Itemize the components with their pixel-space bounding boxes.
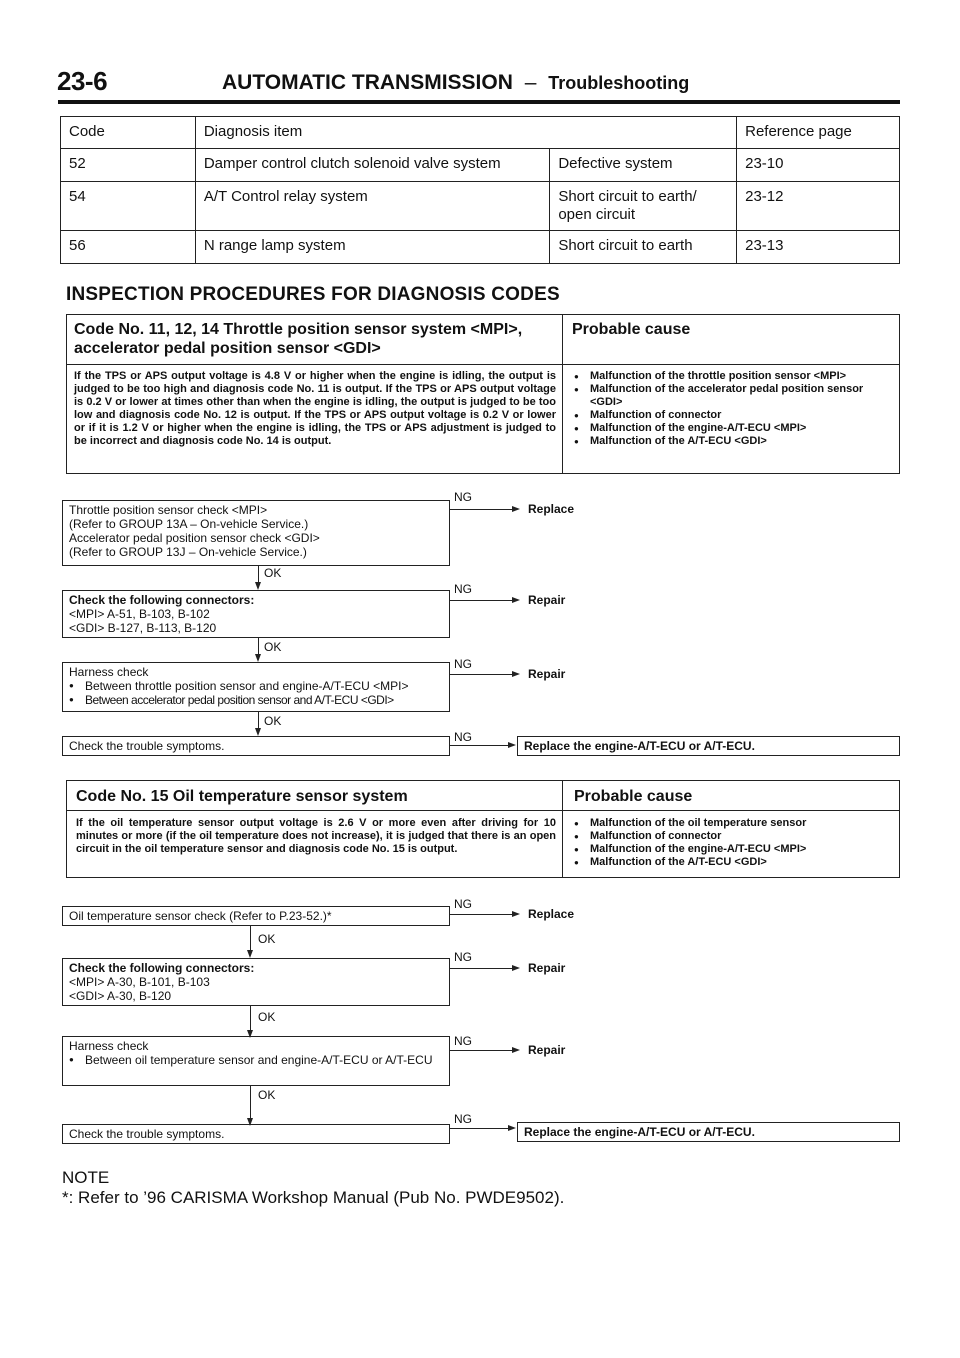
- ng-label: NG: [454, 582, 472, 596]
- probable-cause-heading: Probable cause: [572, 321, 691, 338]
- step-bullets: [69, 679, 443, 707]
- cell-item: N range lamp system: [195, 231, 549, 264]
- final-result-box: [517, 1122, 900, 1142]
- ng-label: NG: [454, 1112, 472, 1126]
- ng-arrow-line: [450, 968, 516, 969]
- page-number: 23-6: [57, 66, 108, 96]
- table-row: [61, 182, 900, 231]
- arrow-right-icon: [512, 911, 520, 917]
- cause-item: ● Malfunction of the accelerator pedal position sensor <GDI>: [574, 383, 894, 409]
- bullet-item: ● Between accelerator pedal position sensor and A/T-ECU <GDI>: [69, 693, 443, 707]
- bullet-item: ● Between throttle position sensor and engine-A/T-ECU <MPI>: [69, 679, 443, 693]
- final-result-text: Replace the engine-A/T-ECU or A/T-ECU.: [524, 739, 755, 753]
- title-dash: –: [524, 71, 537, 94]
- ng-arrow-line: [450, 509, 516, 510]
- arrow-right-icon: [512, 506, 520, 512]
- arrow-down-icon: [255, 654, 261, 662]
- arrow-right-icon: [508, 742, 516, 748]
- procedure-title: Code No. 11, 12, 14 Throttle position sensor system <MPI>, accelerator pedal position sensor <GDI>: [74, 321, 523, 357]
- ng-arrow-line: [450, 914, 516, 915]
- table-row: [61, 231, 900, 264]
- header-diagnosis-item: Diagnosis item: [195, 117, 736, 149]
- arrow-right-icon: [512, 597, 520, 603]
- header-rule: [58, 100, 900, 104]
- ng-result: Replace: [528, 907, 575, 921]
- ng-result: Repair: [528, 593, 566, 607]
- final-result-box: [517, 736, 900, 756]
- arrow-down-icon: [255, 728, 261, 736]
- final-result-text: Replace the engine-A/T-ECU or A/T-ECU.: [524, 1125, 755, 1139]
- cell-item: Damper control clutch solenoid valve system: [195, 149, 549, 182]
- ok-label: OK: [258, 1088, 276, 1102]
- cause-item: ● Malfunction of the oil temperature sensor: [574, 817, 894, 830]
- arrow-right-icon: [512, 671, 520, 677]
- step-line: Harness check: [69, 1039, 149, 1053]
- ok-label: OK: [258, 1010, 276, 1024]
- probable-cause-list: [574, 817, 894, 869]
- procedure-title: Code No. 15 Oil temperature sensor system: [76, 788, 408, 805]
- cell-detail: Short circuit to earth: [550, 231, 737, 264]
- diagnosis-code-table: [60, 116, 900, 264]
- ng-arrow-line: [450, 745, 512, 746]
- step-line: Check the trouble symptoms.: [69, 739, 225, 753]
- ng-label: NG: [454, 730, 472, 744]
- cause-item: ● Malfunction of the engine-A/T-ECU <MPI>: [574, 843, 894, 856]
- arrow-right-icon: [512, 1047, 520, 1053]
- step-heading: Check the following connectors:: [69, 961, 255, 975]
- page-title: [222, 71, 689, 95]
- ok-label: OK: [264, 640, 282, 654]
- flow-step-connector-check: [62, 958, 450, 1006]
- step-line: <GDI> B-127, B-113, B-120: [69, 621, 217, 635]
- bullet-item: ● Between oil temperature sensor and engine-A/T-ECU or A/T-ECU: [69, 1053, 443, 1067]
- procedure-divider: [562, 314, 563, 474]
- flow-step-connector-check: [62, 590, 450, 638]
- ng-result: Repair: [528, 961, 566, 975]
- procedure-header-rule: [66, 364, 900, 365]
- ng-arrow-line: [450, 600, 516, 601]
- step-line: Harness check: [69, 665, 149, 679]
- probable-cause-list: [574, 370, 894, 448]
- flow-step-check-trouble-symptoms: [62, 736, 450, 756]
- ng-arrow-line: [450, 674, 516, 675]
- cause-item: ● Malfunction of the engine-A/T-ECU <MPI>: [574, 422, 894, 435]
- table-header-row: [61, 117, 900, 149]
- procedure-description: If the oil temperature sensor output voltage is 2.6 V or more even after driving for 10 minutes or more (if the oil temperature does not increase), it is judged that there is an open circuit in the oil temperature sensor and diagnosis code No. 15 is output.: [76, 817, 556, 855]
- flow-step-oil-temp-sensor-check: [62, 906, 450, 926]
- flow-step-check-trouble-symptoms: [62, 1124, 450, 1144]
- cause-item: ● Malfunction of connector: [574, 830, 894, 843]
- table-row: [61, 149, 900, 182]
- procedure-divider: [562, 780, 563, 878]
- cause-item: ● Malfunction of the throttle position sensor <MPI>: [574, 370, 894, 383]
- arrow-right-icon: [512, 965, 520, 971]
- note-heading: NOTE: [62, 1168, 110, 1187]
- step-bullets: [69, 1053, 443, 1067]
- ng-label: NG: [454, 1034, 472, 1048]
- ng-label: NG: [454, 657, 472, 671]
- step-line: Oil temperature sensor check (Refer to P.23-52.)*: [69, 909, 332, 923]
- ng-label: NG: [454, 490, 472, 504]
- ok-connector: [250, 1006, 251, 1032]
- ok-connector: [250, 926, 251, 952]
- title-main: AUTOMATIC TRANSMISSION: [222, 71, 513, 94]
- arrow-right-icon: [508, 1125, 516, 1131]
- ng-result: Repair: [528, 667, 566, 681]
- procedure-header-rule: [66, 810, 900, 811]
- title-sub: Troubleshooting: [548, 73, 690, 93]
- step-line: (Refer to GROUP 13J – On-vehicle Service.): [69, 545, 307, 559]
- ng-label: NG: [454, 897, 472, 911]
- step-line: <MPI> A-51, B-103, B-102: [69, 607, 210, 621]
- step-line: (Refer to GROUP 13A – On-vehicle Service.): [69, 517, 309, 531]
- flow-step-harness-check: [62, 1036, 450, 1086]
- ok-connector: [250, 1086, 251, 1120]
- cell-item: A/T Control relay system: [195, 182, 549, 231]
- cause-item: ● Malfunction of the A/T-ECU <GDI>: [574, 435, 894, 448]
- step-line: <MPI> A-30, B-101, B-103: [69, 975, 210, 989]
- ng-arrow-line: [450, 1050, 516, 1051]
- procedure-description: If the TPS or APS output voltage is 4.8 V or higher when the engine is idling, the output is judged to be too high and diagnosis code No. 11 is output. If the TPS or APS output voltage is 0.2 V or lower at times other than when the engine is idling, the output is judged to be too low and diagnosis code No. 12 is output. If the TPS or APS output voltage is 0.2 V or lower or if it is 1.2 V or higher when the engine is idling, the TPS or APS adjustment is judged to be incorrect and diagnosis code No. 14 is output.: [74, 370, 556, 447]
- cell-detail: Short circuit to earth/ open circuit: [550, 182, 737, 231]
- cause-item: ● Malfunction of connector: [574, 409, 894, 422]
- ok-label: OK: [258, 932, 276, 946]
- ng-label: NG: [454, 950, 472, 964]
- probable-cause-heading: Probable cause: [574, 788, 693, 805]
- note-text: *: Refer to ’96 CARISMA Workshop Manual (Pub No. PWDE9502).: [62, 1188, 565, 1207]
- step-line: Check the trouble symptoms.: [69, 1127, 225, 1141]
- header-code: Code: [61, 117, 196, 149]
- arrow-down-icon: [255, 582, 261, 590]
- step-line: <GDI> A-30, B-120: [69, 989, 172, 1003]
- arrow-down-icon: [247, 950, 253, 958]
- cell-page: 23-12: [737, 182, 900, 231]
- section-title: INSPECTION PROCEDURES FOR DIAGNOSIS CODES: [66, 284, 560, 305]
- step-line: Accelerator pedal position sensor check <GDI>: [69, 531, 320, 545]
- ng-result: Repair: [528, 1043, 566, 1057]
- cell-code: 52: [61, 149, 196, 182]
- cell-page: 23-13: [737, 231, 900, 264]
- ok-label: OK: [264, 566, 282, 580]
- cause-item: ● Malfunction of the A/T-ECU <GDI>: [574, 856, 894, 869]
- ng-result: Replace: [528, 502, 575, 516]
- flow-step-harness-check: [62, 662, 450, 712]
- cell-page: 23-10: [737, 149, 900, 182]
- ng-arrow-line: [450, 1128, 512, 1129]
- cell-code: 56: [61, 231, 196, 264]
- header-reference-page: Reference page: [737, 117, 900, 149]
- cell-code: 54: [61, 182, 196, 231]
- step-line: Throttle position sensor check <MPI>: [69, 503, 268, 517]
- flow-step-throttle-sensor-check: [62, 500, 450, 566]
- cell-detail: Defective system: [550, 149, 737, 182]
- step-heading: Check the following connectors:: [69, 593, 255, 607]
- ok-label: OK: [264, 714, 282, 728]
